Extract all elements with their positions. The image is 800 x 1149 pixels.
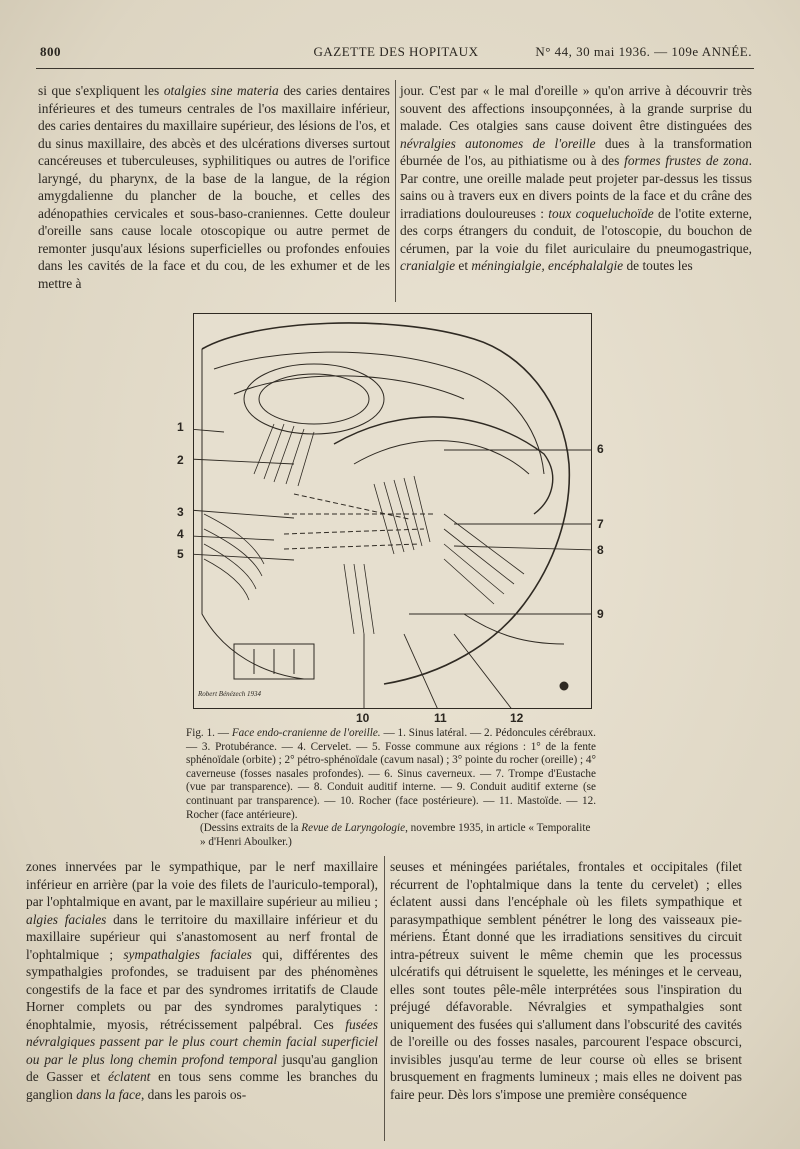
italic-run: éclatent <box>108 1069 151 1084</box>
text-run: dans le territoire du maxillaire inférieur et du maxillaire supérieur qui s'anastomosent au nerf frontal de l'ophtalmique ; <box>26 911 378 962</box>
text-column-top-right <box>400 82 752 275</box>
text-run: Fig. 1. — <box>186 727 232 739</box>
figure-label: 12 <box>510 711 524 725</box>
figure-label: 2 <box>177 453 184 467</box>
text-column-bottom-left <box>26 858 378 1103</box>
italic-run: dans la face <box>76 1086 141 1102</box>
figure-label: 5 <box>177 547 184 561</box>
figure-label: 4 <box>177 527 184 541</box>
text-run: de l'otite externe, des corps étrangers du conduit, de l'otoscopie, du bouchon de cérumen, par la voie du filet auriculaire du pneumogastrique, <box>400 205 752 256</box>
italic-run: Face endo-cranienne de l'oreille. <box>231 727 381 739</box>
italic-run: méningialgie, encéphalalgie <box>471 258 624 273</box>
caption-text <box>186 727 596 822</box>
text-run: zones innervées par le sympathique, par le nerf maxillaire inférieur en arrière (par la voie des filets de l'auriculo-temporal), par l'ophtalmique en avant, par le maxillaire supérieur au milieu ; <box>26 859 378 909</box>
text-run: , dans les parois os- <box>140 1086 247 1102</box>
page-number: 800 <box>40 44 61 59</box>
paragraph <box>400 82 752 275</box>
header-rule <box>36 68 754 69</box>
text-run: et <box>455 258 472 273</box>
text-run: en tous sens comme les branches du ganglion <box>26 1069 378 1102</box>
text-column-bottom-right <box>390 858 742 1103</box>
figure-caption <box>186 727 596 849</box>
text-run: si que s'expliquent les <box>38 83 164 98</box>
text-run: (Dessins extraits de la <box>200 822 302 835</box>
text-run: de toutes les <box>623 258 693 273</box>
paragraph <box>390 858 742 1103</box>
text-run: des caries dentaires inférieures et des tumeurs centrales de l'os maxillaire inférieur, des caries dentaires du maxillaire supérieur, des lésions de l'os, et du sinus maxillaire, des abcès et des ulcérations diverses surtout cancéreuses et tuberculeuses, syphilitiques ou autres de l'orifice laryngé, du pharynx, de la base de la langue, de la région amygdalienne du plancher de la bouche, et celles des adénopathies cervicales et sous-baso-craniennes. Cette douleur d'oreille sans cause locale otoscopique ou autre permet de remonter jusqu'aux lésions superficielles ou profondes enfouies dans les cavités de la face et du cou, de les exhumer et de les mettre à <box>38 83 390 291</box>
figure-label: 8 <box>597 543 604 557</box>
figure-label: 7 <box>597 517 604 531</box>
figure-label: 9 <box>597 607 604 621</box>
italic-run: névralgies autonomes de l'oreille <box>400 135 596 151</box>
italic-run: formes frustes de zona <box>624 153 749 168</box>
italic-run: toux coqueluchoïde <box>548 205 654 221</box>
issue-info: N° 44, 30 mai 1936. — 109e ANNÉE. <box>535 44 752 59</box>
paragraph <box>26 858 378 1103</box>
text-run: jusqu'au ganglion de Gasser et <box>26 1051 379 1084</box>
figure-label: 10 <box>356 711 370 725</box>
page-header <box>40 44 752 66</box>
figure-label: 11 <box>434 711 447 725</box>
artist-signature: Robert Bénézech 1934 <box>198 690 261 698</box>
text-run: jour. C'est par « le mal d'oreille » qu'on arrive à découvrir très souvent des affections insoupçonnées, à la grande surprise du malade. Ces otalgies sans cause doivent être distinguées des <box>400 83 752 133</box>
paragraph <box>38 82 390 292</box>
italic-run: Revue de Laryngologie <box>301 822 406 835</box>
anatomical-figure <box>193 313 592 709</box>
column-divider <box>395 80 396 302</box>
italic-run: cranialgie <box>400 258 456 273</box>
italic-run: sympathalgies faciales <box>123 946 252 962</box>
figure-label: 1 <box>177 420 184 434</box>
text-run: . Par contre, une oreille malade peut projeter par-dessus les tissus sains ou à travers eux en divers points de la face et du crâne des irradiations douloureuses : <box>400 153 752 221</box>
caption-note <box>186 822 596 849</box>
italic-run: otalgies sine materia <box>163 83 279 98</box>
text-run: , novembre 1935, in article « Temporalite » d'Henri Aboulker.) <box>200 822 591 848</box>
text-run: qui, différentes des sympathalgies profondes, se traduisent par des phénomènes congestifs de la face et par des syndromes irritatifs de Claude Horner complets ou par des syndromes paralytiques : énophtalmie, myosis, rétrécissement palpébral. Ces <box>26 946 378 1032</box>
figure-label: 3 <box>177 505 184 519</box>
figure-drawing <box>194 314 591 708</box>
text-run: seuses et méningées pariétales, frontales et occipitales (filet récurrent de l'ophtalmique dans la tente du cervelet) ; elles éclatent aussi dans l'encéphale où les filets sympathique et parasympathique semblent pénétrer le long des vaisseaux pie-mériens. Étant donné que les irradiations sensitives du circuit intra-pétreux suivent le même chemin que les processus ulcératifs qui détruisent le squelette, les méninges et le cerveau, elles sont toutes pêle-mêle interprétées sous l'inspiration du préjugé défavorable. Névralgies et sympathalgies sont uniquement des fusées qui s'allument dans l'obscurité des cavités de l'oreille ou des fosses nasales, parcourent l'espace obscurci, invisibles jusqu'au terme de leur course où elles se brisent brusquement en fragments lumineux ; mais elles ne doivent pas faire peur. Dès lors s'impose une première conséquence <box>390 859 742 1102</box>
column-divider <box>384 856 385 1141</box>
text-column-top-left <box>38 82 390 292</box>
figure-label: 6 <box>597 442 604 456</box>
journal-title: GAZETTE DES HOPITAUX <box>313 44 479 59</box>
text-run: dues à la transformation éburnée de l'os, au pithiatisme ou à des <box>400 135 752 168</box>
italic-run: fusées névralgiques passent par le plus court chemin facial superficiel ou par le plus long chemin profond temporal <box>26 1016 378 1067</box>
italic-run: algies faciales <box>26 911 107 927</box>
text-run: — 1. Sinus latéral. — 2. Pédoncules cérébraux. — 3. Protubérance. — 4. Cervelet. — 5. Fosse commune aux régions : 1° de la fente sphénoïdale (orbite) ; 2° pétro-sphénoïdale (cavum nasal) ; 3° pointe du rocher (oreille) ; 4° caverneuse (fosses nasales profondes). — 6. Sinus caverneux. — 7. Trompe d'Eustache (vue par transparence). — 8. Conduit auditif interne. — 9. Conduit auditif externe (se continuant par transparence). — 10. Rocher (face postérieure). — 11. Mastoïde. — 12. Rocher (face antérieure). <box>186 727 596 821</box>
